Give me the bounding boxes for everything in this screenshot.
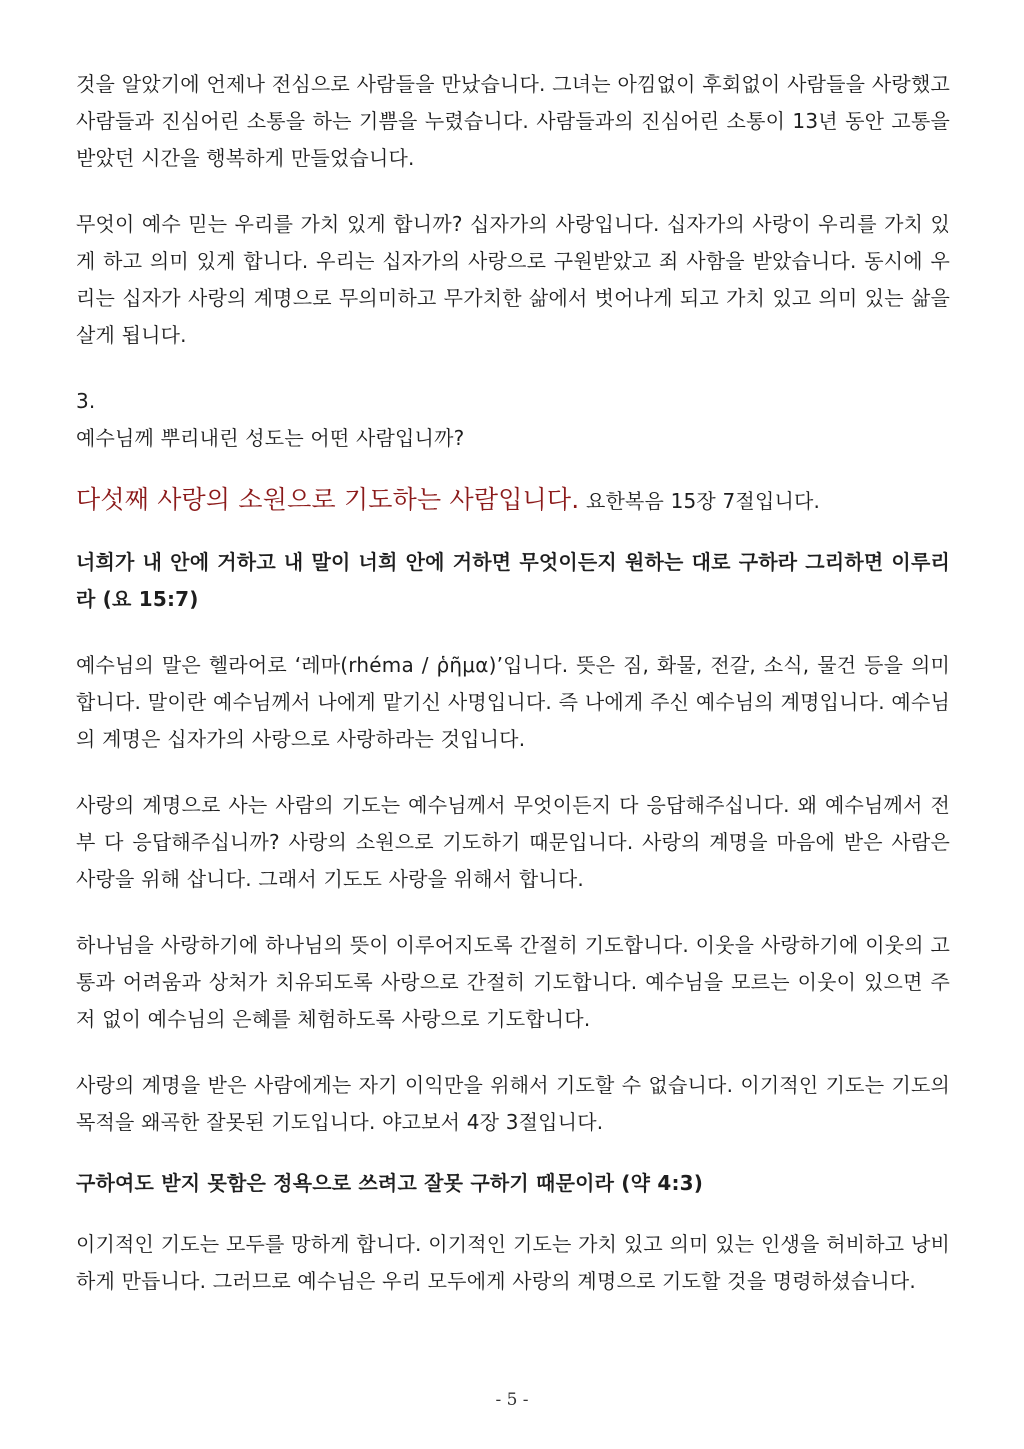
paragraph-selfish-prayer: 사랑의 계명을 받은 사람에게는 자기 이익만을 위해서 기도할 수 없습니다. 이기적인 기도는 기도의 목적을 왜곡한 잘못된 기도입니다. 야고보서 4장 3절입니다.	[76, 1073, 950, 1134]
scripture-quote-john: 너희가 내 안에 거하고 내 말이 너희 안에 거하면 무엇이든지 원하는 대로 구하라 그리하면 이루리라 (요 15:7)	[76, 550, 950, 611]
section-number: 3.	[76, 389, 96, 413]
paragraph-love-prayer: 하나님을 사랑하기에 하나님의 뜻이 이루어지도록 간절히 기도합니다. 이웃을 사랑하기에 이웃의 고통과 어려움과 상처가 치유되도록 사랑으로 간절히 기도합니다. 예수님을 모르는 이웃이 있으면 주저 없이 예수님의 은혜를 체험하도록 사랑으로 기도합니다.	[76, 933, 950, 1031]
section-heading-line	[76, 481, 950, 520]
document-body	[76, 66, 950, 1300]
scripture-quote-james: 구하여도 받지 못함은 정욕으로 쓰려고 잘못 구하기 때문이라 (약 4:3)	[76, 1171, 704, 1195]
paragraph-1: 것을 알았기에 언제나 전심으로 사람들을 만났습니다. 그녀는 아낌없이 후회없이 사람들을 사랑했고 사람들과 진심어린 소통을 하는 기쁨을 누렸습니다. 사람들과의 진심어린 소통이 13년 동안 고통을 받았던 시간을 행복하게 만들었습니다.	[76, 72, 950, 170]
paragraph-conclusion: 이기적인 기도는 모두를 망하게 합니다. 이기적인 기도는 가치 있고 의미 있는 인생을 허비하고 낭비하게 만듭니다. 그러므로 예수님은 우리 모두에게 사랑의 계명으로 기도할 것을 명령하셨습니다.	[76, 1232, 950, 1293]
paragraph-2: 무엇이 예수 믿는 우리를 가치 있게 합니까? 십자가의 사랑입니다. 십자가의 사랑이 우리를 가치 있게 하고 의미 있게 합니다. 우리는 십자가의 사랑으로 구원받았고 죄 사함을 받았습니다. 동시에 우리는 십자가 사랑의 계명으로 무의미하고 무가치한 삶에서 벗어나게 되고 가치 있고 의미 있는 삶을 살게 됩니다.	[76, 212, 950, 347]
page-number: - 5 -	[495, 1390, 529, 1410]
paragraph-rhema: 예수님의 말은 헬라어로 ‘레마(rhéma / ῥῆμα)’입니다. 뜻은 짐, 화물, 전갈, 소식, 물건 등을 의미합니다. 말이란 예수님께서 나에게 맡기신 사명입니다. 즉 나에게 주신 예수님의 계명입니다. 예수님의 계명은 십자가의 사랑으로 사랑하라는 것입니다.	[76, 653, 950, 751]
scripture-reference-intro: 요한복음 15장 7절입니다.	[579, 489, 821, 513]
section-question: 예수님께 뿌리내린 성도는 어떤 사람입니까?	[76, 426, 465, 450]
paragraph-prayer-answer: 사랑의 계명으로 사는 사람의 기도는 예수님께서 무엇이든지 다 응답해주십니다. 왜 예수님께서 전부 다 응답해주십니까? 사랑의 소원으로 기도하기 때문입니다. 사랑의 계명을 마음에 받은 사람은 사랑을 위해 삽니다. 그래서 기도도 사랑을 위해서 합니다.	[76, 793, 950, 891]
section-heading: 다섯째 사랑의 소원으로 기도하는 사람입니다.	[76, 485, 580, 514]
